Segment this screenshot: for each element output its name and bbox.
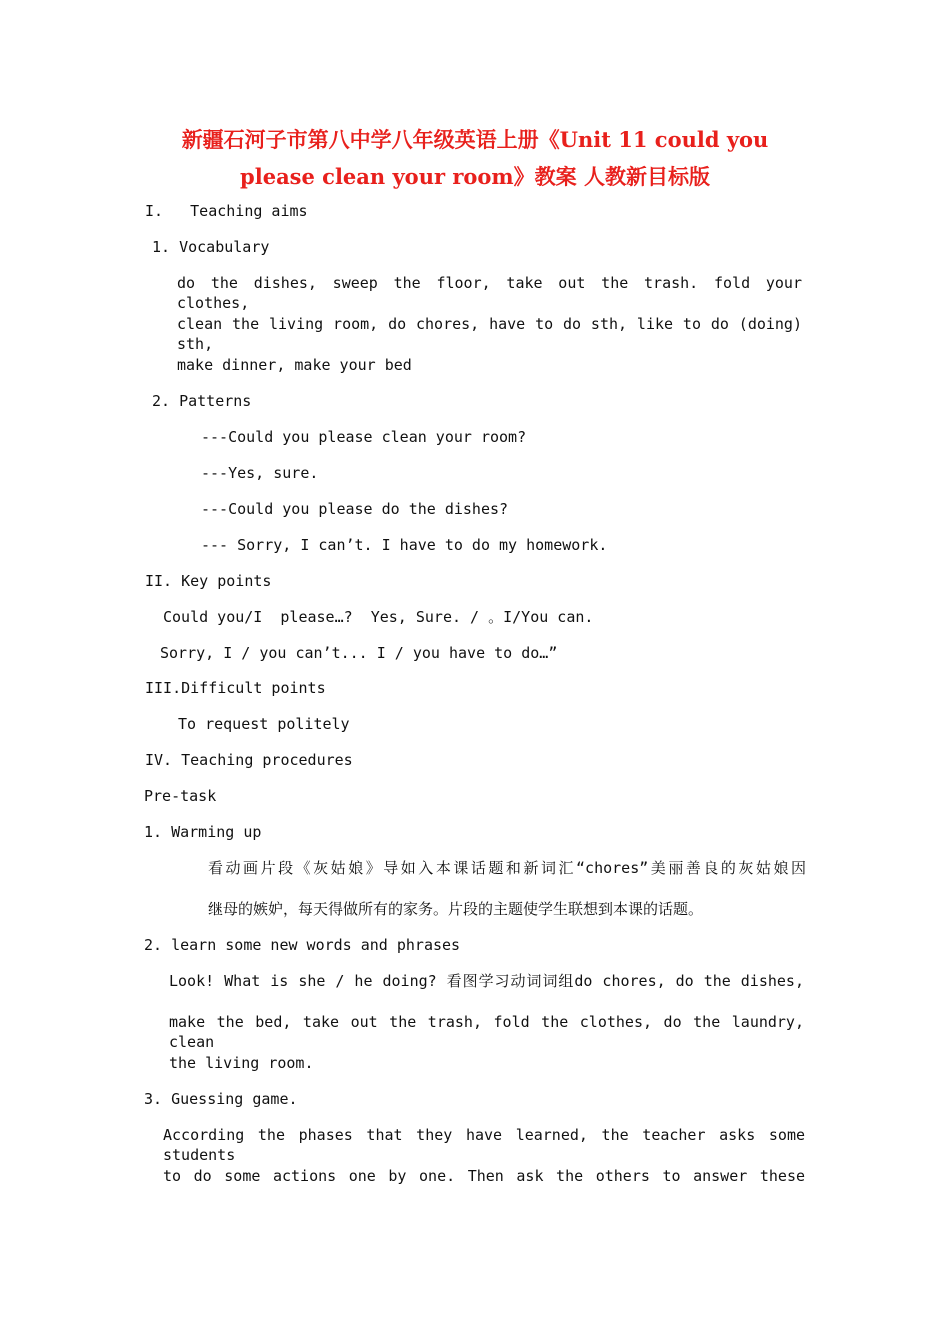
new-words-line-2: make the bed, take out the trash, fold the clothes, do the laundry, clean — [169, 1013, 804, 1051]
step-heading-warming-up: 1. Warming up — [144, 823, 262, 841]
warming-up-line-1: 看动画片段《灰姑娘》导如入本课话题和新词汇“chores”美丽善良的灰姑娘因 — [208, 859, 806, 877]
key-points-line-2: Sorry, I / you can’t... I / you have to do…” — [160, 644, 558, 662]
subheading-vocabulary: 1. Vocabulary — [152, 238, 270, 256]
section-heading-key-points: II. Key points — [145, 572, 272, 590]
vocabulary-line-2: clean the living room, do chores, have to do sth, like to do (doing) sth, — [177, 315, 802, 353]
pre-task-heading: Pre-task — [144, 787, 217, 805]
vocabulary-line-3: make dinner, make your bed — [177, 356, 412, 374]
subheading-patterns: 2. Patterns — [152, 392, 252, 410]
section-heading-difficult-points: III.Difficult points — [145, 679, 326, 697]
new-words-line-3: the living room. — [169, 1054, 314, 1072]
pattern-line: --- Sorry, I can’t. I have to do my homework. — [201, 536, 608, 554]
pattern-line: ---Yes, sure. — [201, 464, 319, 482]
section-heading-teaching-procedures: IV. Teaching procedures — [145, 751, 353, 769]
step-heading-new-words: 2. learn some new words and phrases — [144, 936, 461, 954]
warming-up-line-2: 继母的嫉妒，每天得做所有的家务。片段的主题使学生联想到本课的话题。 — [208, 900, 704, 918]
section-heading-teaching-aims: I. Teaching aims — [145, 202, 308, 220]
new-words-line-1: Look! What is she / he doing? 看图学习动词词组do chores, do the dishes, — [169, 972, 804, 990]
document-title-line-1: 新疆石河子市第八中学八年级英语上册《Unit 11 could you — [181, 127, 769, 152]
pattern-line: ---Could you please do the dishes? — [201, 500, 509, 518]
difficult-points-line: To request politely — [178, 715, 350, 733]
vocabulary-line-1: do the dishes, sweep the floor, take out the trash. fold your clothes, — [177, 274, 802, 312]
pattern-line: ---Could you please clean your room? — [201, 428, 527, 446]
guessing-game-line-2: to do some actions one by one. Then ask the others to answer these — [163, 1167, 805, 1185]
guessing-game-line-1: According the phases that they have learned, the teacher asks some students — [163, 1126, 805, 1164]
document-title-line-2: please clean your room》教案 人教新目标版 — [240, 164, 710, 189]
key-points-line-1: Could you/I please…? Yes, Sure. / 。I/You can. — [163, 608, 594, 626]
step-heading-guessing-game: 3. Guessing game. — [144, 1090, 298, 1108]
